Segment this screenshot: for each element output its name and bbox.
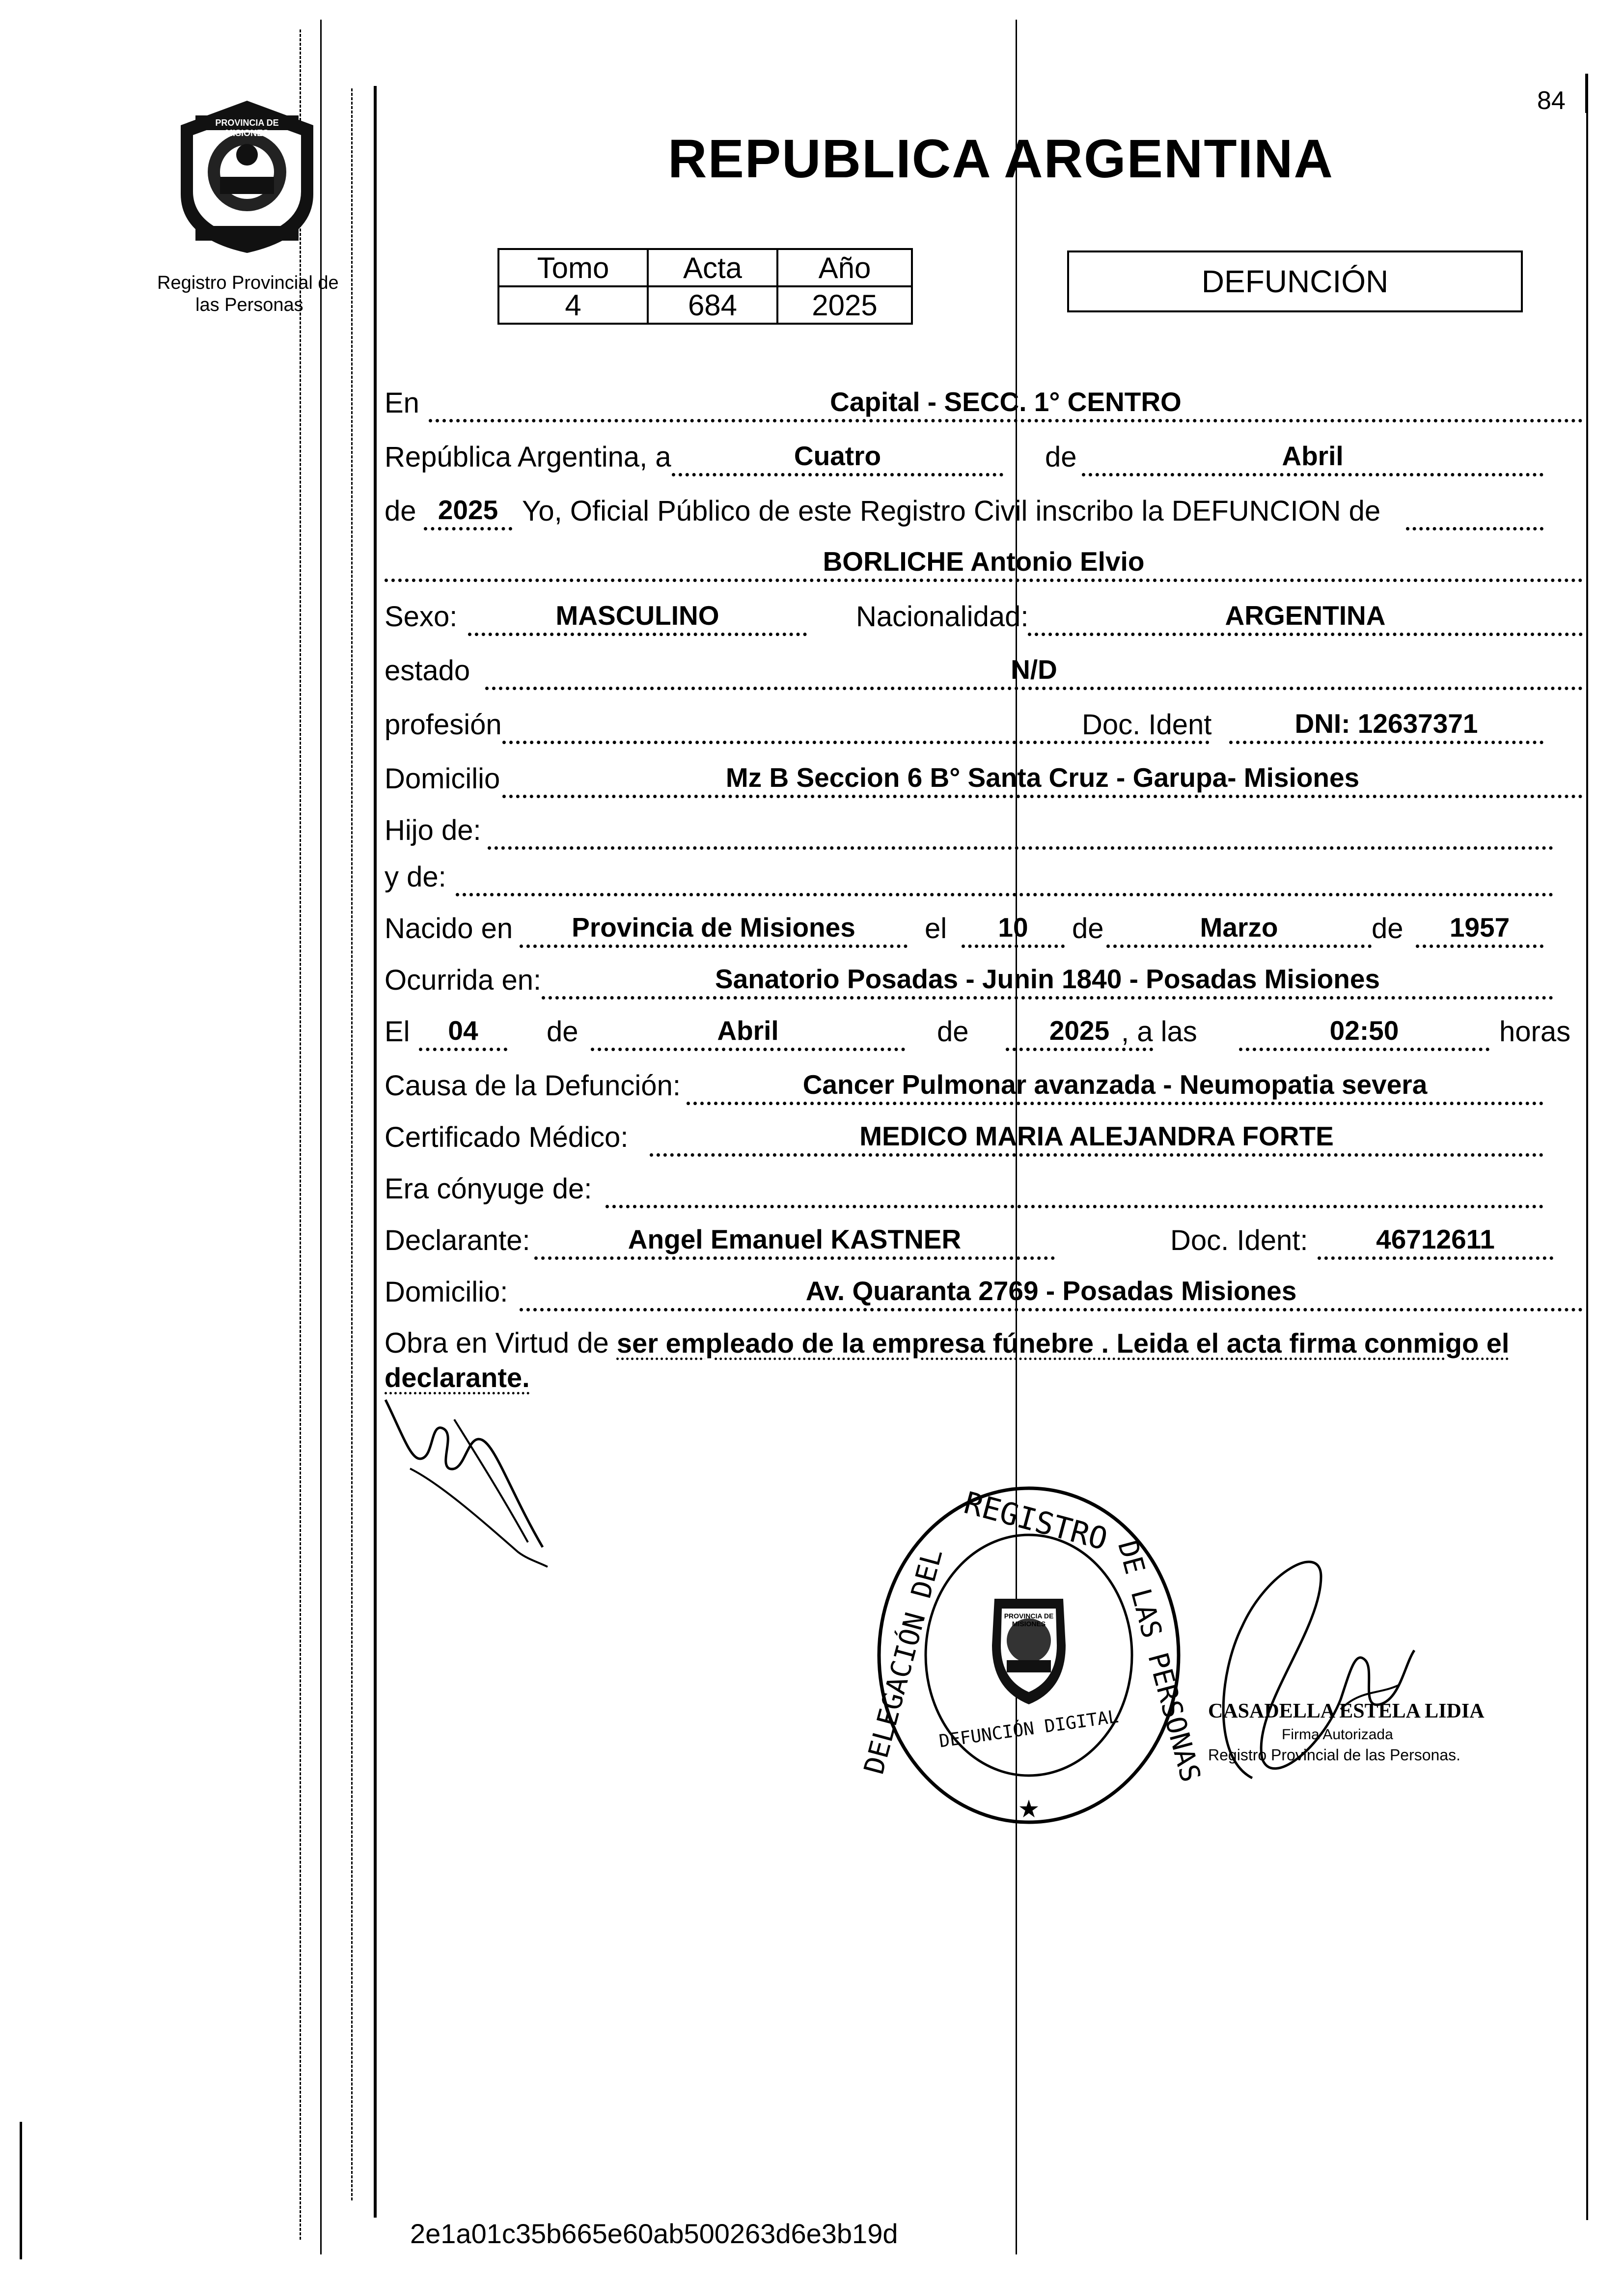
nacionalidad-value: ARGENTINA [1028, 598, 1583, 636]
sexo-label: Sexo: [385, 601, 458, 633]
row-conyuge [385, 1164, 1543, 1208]
seal-left-text: DELEGACIÓN DEL [858, 1545, 949, 1778]
row-domicilio [385, 754, 1583, 798]
oficial-blank [1406, 493, 1543, 530]
yde-value [456, 859, 1553, 896]
row-en [385, 378, 1583, 422]
certificado-label: Certificado Médico: [385, 1121, 629, 1153]
causa-label: Causa de la Defunción: [385, 1070, 681, 1102]
de-label-6: de [937, 1016, 969, 1048]
anio-value: 2025 [424, 493, 512, 530]
def-anio-value: 2025 [1006, 1013, 1153, 1051]
value-tomo: 4 [498, 286, 648, 324]
domicilio2-label: Domicilio: [385, 1276, 508, 1308]
margin-dash-1 [300, 29, 301, 2240]
declarante-value: Angel Emanuel KASTNER [534, 1222, 1055, 1260]
causa-value: Cancer Pulmonar avanzada - Neumopatia severa [687, 1067, 1543, 1105]
right-top-tick [1585, 74, 1588, 113]
svg-text:★: ★ [1018, 1795, 1040, 1823]
seal-top-text: REGISTRO [960, 1484, 1111, 1557]
horas-label: horas [1499, 1016, 1571, 1048]
de-label-4: de [1372, 913, 1404, 945]
registry-line-2: las Personas [195, 295, 303, 315]
alas-label: , a las [1121, 1016, 1197, 1048]
margin-line-1 [320, 20, 322, 2254]
def-mes-value: Abril [591, 1013, 905, 1051]
row-nombre [385, 538, 1583, 582]
estado-value: N/D [485, 652, 1583, 690]
declarante-label: Declarante: [385, 1224, 530, 1256]
logo-text: PROVINCIA DE MISIONES [215, 118, 279, 138]
header-acta: Acta [648, 249, 777, 286]
header-anio: Año [777, 249, 912, 286]
mes-value: Abril [1082, 439, 1543, 476]
profesion-label: profesión [385, 709, 502, 741]
oficial-text: Yo, Oficial Público de este Registro Civil inscribo la DEFUNCION de [522, 495, 1381, 527]
row-estado [385, 646, 1583, 690]
El-label: El [385, 1016, 410, 1048]
row-ocurrida [385, 955, 1553, 1000]
province-logo [166, 96, 328, 258]
republica-label: República Argentina, a [385, 441, 671, 473]
row-fecha [385, 432, 1543, 476]
record-type-box: DEFUNCIÓN [1067, 250, 1523, 312]
nac-anio-value: 1957 [1416, 910, 1543, 948]
page-number: 84 [1537, 86, 1566, 115]
doc-ident2-label: Doc. Ident: [1170, 1224, 1308, 1256]
row-oficial [385, 486, 1543, 530]
authorized-signature [1193, 1503, 1513, 1788]
value-acta: 684 [648, 286, 777, 324]
hora-value: 02:50 [1239, 1013, 1489, 1051]
seal-bottom-text: DEFUNCIÓN DIGITAL [937, 1706, 1120, 1752]
conyuge-label: Era cónyuge de: [385, 1173, 592, 1205]
de-label-1: de [1045, 441, 1077, 473]
margin-dash-2 [351, 88, 353, 2200]
nac-dia-value: 10 [962, 910, 1065, 948]
record-table-header [498, 249, 912, 286]
def-dia-value: 04 [419, 1013, 507, 1051]
ocurrida-label: Ocurrida en: [385, 964, 542, 996]
el-label: el [925, 913, 947, 945]
nac-mes-value: Marzo [1106, 910, 1372, 948]
obra-paragraph [385, 1326, 1583, 1395]
record-table [497, 248, 913, 325]
doc-ident-label: Doc. Ident [1082, 709, 1212, 741]
row-fecha-defuncion [385, 1007, 1571, 1051]
declarant-signature [381, 1390, 567, 1586]
signatory-name: CASADELLA ESTELA LIDIA [1208, 1700, 1485, 1723]
domicilio-value: Mz B Seccion 6 B° Santa Cruz - Garupa- Misiones [502, 760, 1583, 798]
left-border-line [374, 86, 377, 2218]
left-edge-line [20, 2122, 22, 2259]
conyuge-value [606, 1170, 1543, 1208]
domicilio2-value: Av. Quaranta 2769 - Posadas Misiones [520, 1274, 1583, 1311]
obra-label: Obra en Virtud de [385, 1327, 609, 1359]
en-value: Capital - SECC. 1° CENTRO [429, 385, 1583, 422]
yde-label: y de: [385, 861, 446, 893]
page-title: REPUBLICA ARGENTINA [668, 129, 1334, 189]
de-label-3: de [1072, 913, 1104, 945]
document-hash: 2e1a01c35b665e60ab500263d6e3b19d [410, 2218, 898, 2249]
de-label-5: de [547, 1016, 578, 1048]
de-label-2: de [385, 495, 416, 527]
nacido-value: Provincia de Misiones [520, 910, 908, 948]
row-hijo [385, 806, 1553, 850]
right-border-line [1586, 74, 1588, 2220]
hijo-label: Hijo de: [385, 814, 481, 846]
certificado-value: MEDICO MARIA ALEJANDRA FORTE [650, 1119, 1543, 1157]
domicilio-label: Domicilio [385, 763, 500, 795]
row-declarante [385, 1216, 1553, 1260]
row-causa [385, 1061, 1543, 1105]
row-certificado [385, 1112, 1543, 1157]
row-nacido [385, 904, 1543, 948]
seal-right-text: DE LAS PERSONAS [1111, 1537, 1207, 1786]
header-tomo: Tomo [498, 249, 648, 286]
en-label: En [385, 387, 419, 419]
official-seal [858, 1483, 1207, 1827]
sexo-value: MASCULINO [468, 598, 807, 636]
nombre-value: BORLICHE Antonio Elvio [385, 544, 1583, 582]
doc-ident2-value: 46712611 [1318, 1222, 1553, 1260]
estado-label: estado [385, 655, 470, 687]
seal-inner-text: PROVINCIA DE MISIONES [1004, 1612, 1054, 1628]
row-yde [385, 852, 1553, 896]
value-anio: 2025 [777, 286, 912, 324]
row-sexo [385, 592, 1583, 636]
doc-ident-value: DNI: 12637371 [1229, 706, 1543, 744]
registry-line-1: Registro Provincial de [157, 273, 339, 293]
dia-value: Cuatro [672, 439, 1003, 476]
ocurrida-value: Sanatorio Posadas - Junin 1840 - Posadas Misiones [542, 962, 1553, 1000]
nacido-label: Nacido en [385, 913, 513, 945]
hijo-value [488, 812, 1553, 850]
signatory-role: Firma Autorizada [1282, 1726, 1393, 1743]
signatory-org: Registro Provincial de las Personas. [1208, 1746, 1461, 1764]
obra-value: ser empleado de la empresa fúnebre . Leida el acta firma conmigo el declarante. [385, 1328, 1510, 1393]
nacionalidad-label: Nacionalidad: [856, 601, 1029, 633]
record-table-values [498, 286, 912, 324]
row-domicilio2 [385, 1267, 1583, 1311]
row-profesion [385, 700, 1543, 744]
